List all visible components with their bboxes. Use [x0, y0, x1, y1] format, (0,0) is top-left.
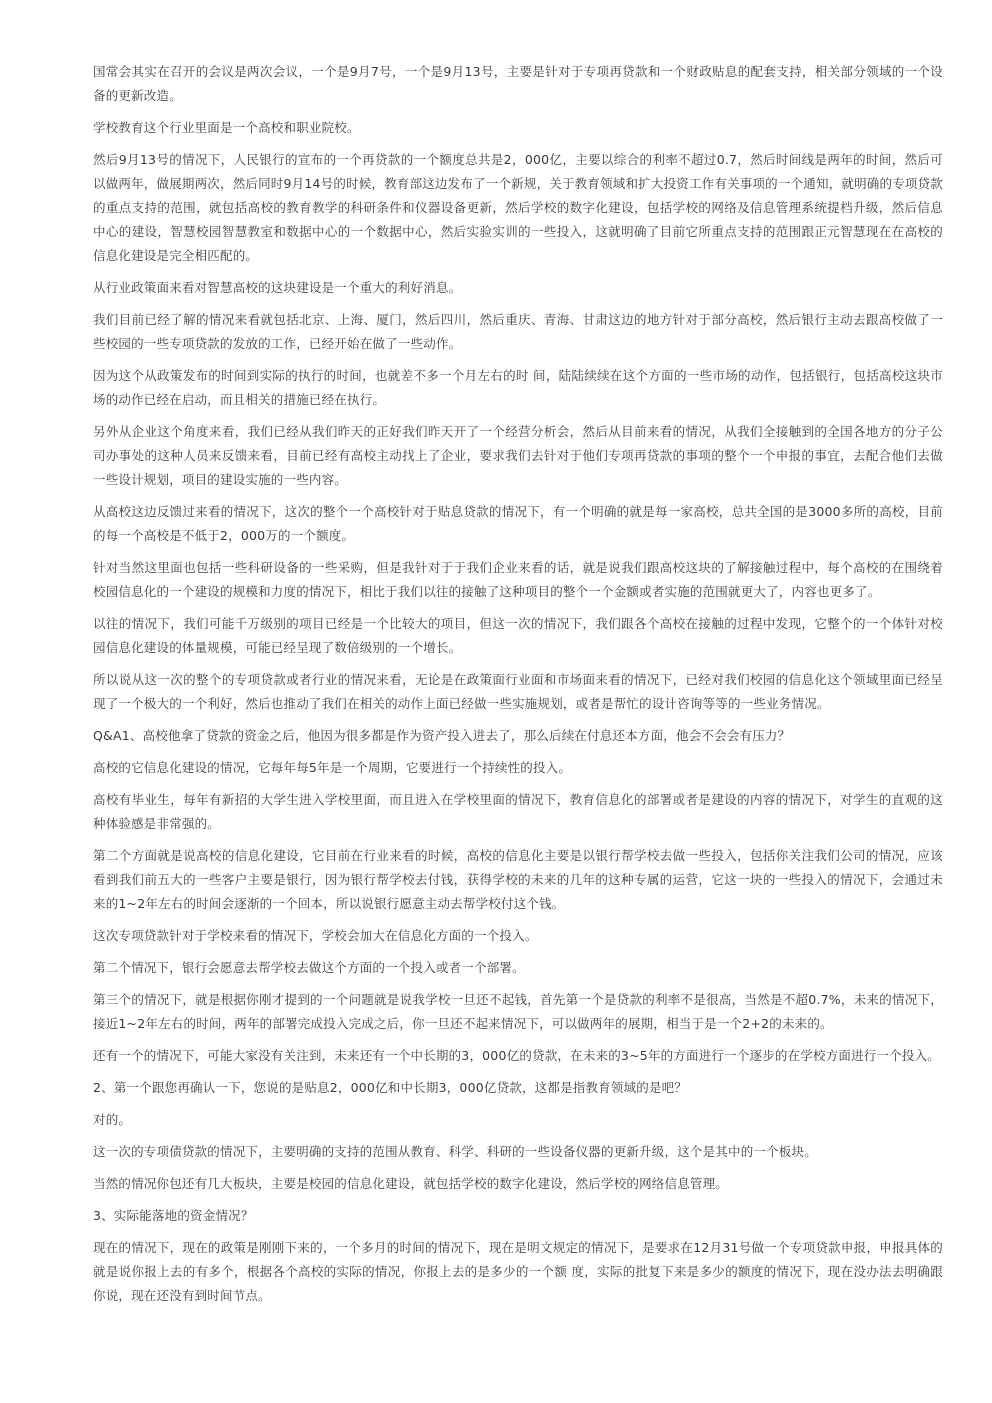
- paragraph: 针对当然这里面也包括一些科研设备的一些采购，但是我针对于于我们企业来看的话，就是说我们跟高校这块的了解接触过程中，每个高校的在围绕着校园信息化的一个建设的规模和力度的情况下，相比于我们以往的接触了这种项目的整个一个金额或者实施的范围就更大了，内容也更多了。: [93, 560, 943, 599]
- paragraph: 因为这个从政策发布的时间到实际的执行的时间，也就差不多一个月左右的时 间，陆陆续续在这个方面的一些市场的动作，包括银行，包括高校这块市场的动作已经在启动，而且相关的措施已经在执行。: [93, 368, 943, 407]
- paragraph: 所以说从这一次的整个的专项贷款或者行业的情况来看，无论是在政策面行业面和市场面来看的情况下，已经对我们校园的信息化这个领域里面已经呈现了一个极大的一个利好，然后也推动了我们在相关的动作上面已经做一些实施规划，或者是帮忙的设计咨询等等的一些业务情况。: [93, 672, 943, 711]
- paragraph: 学校教育这个行业里面是一个高校和职业院校。: [93, 120, 360, 135]
- paragraph: 现在的情况下，现在的政策是刚刚下来的，一个多月的时间的情况下，现在是明文规定的情况下，是要求在12月31号做一个专项贷款申报，申报具体的就是说你报上去的有多个，根据各个高校的实际的情况，你报上去的是多少的一个额 度，实际的批复下来是多少的额度的情况下，现在没办法去明确跟你说，现在还没有到时间节点。: [93, 1240, 943, 1303]
- paragraph: 这次专项贷款针对于学校来看的情况下，学校会加大在信息化方面的一个投入。: [93, 928, 538, 943]
- paragraph: 还有一个的情况下，可能大家没有关注到，未来还有一个中长期的3，000亿的贷款，在未来的3~5年的方面进行一个逐步的在学校方面进行一个投入。: [93, 1048, 940, 1063]
- paragraph: 从行业政策面来看对智慧高校的这块建设是一个重大的利好消息。: [93, 280, 462, 295]
- paragraph: 这一次的专项债贷款的情况下，主要明确的支持的范围从教育、科学、科研的一些设备仪器的更新升级，这个是其中的一个板块。: [93, 1144, 817, 1159]
- paragraph: 另外从企业这个角度来看，我们已经从我们昨天的正好我们昨天开了一个经营分析会，然后从目前来看的情况，从我们全接触到的全国各地方的分子公司办事处的这种人员来反馈来看，目前已经有高校主动找上了企业，要求我们去针对于他们专项再贷款的事项的整个一个申报的事宜，去配合他们去做一些设计规划，项目的建设实施的一些内容。: [93, 424, 943, 487]
- paragraph: 然后9月13号的情况下，人民银行的宣布的一个再贷款的一个额度总共是2，000亿，主要以综合的利率不超过0.7，然后时间线是两年的时间，然后可以做两年，做展期两次，然后同时9月14号的时候，教育部这边发布了一个新规，关于教育领域和扩大投资工作有关事项的一个通知，就明确的专项贷款的重点支持的范围，就包括高校的教育教学的科研条件和仪器设备更新，然后学校的数字化建设，包括学校的网络及信息管理系统提档升级，然后信息中心的建设，智慧校园智慧教室和数据中心的一个数据中心，然后实验实训的一些投入，这就明确了目前它所重点支持的范围跟正元智慧现在在高校的信息化建设是完全相匹配的。: [93, 152, 943, 263]
- document-body: [93, 60, 943, 1316]
- question-heading: 3、实际能落地的资金情况？: [93, 1208, 254, 1223]
- paragraph: 从高校这边反馈过来看的情况下，这次的整个一个高校针对于贴息贷款的情况下，有一个明确的就是每一家高校，总共全国的是3000多所的高校，目前的每一个高校是不低于2，000万的一个额度。: [93, 504, 943, 543]
- question-heading: Q&A1、高校他拿了贷款的资金之后，他因为很多都是作为资产投入进去了，那么后续在付息还本方面，他会不会会有压力？: [93, 728, 791, 743]
- paragraph: 国常会其实在召开的会议是两次会议，一个是9月7号，一个是9月13号，主要是针对于专项再贷款和一个财政贴息的配套支持，相关部分领域的一个设备的更新改造。: [93, 64, 943, 103]
- paragraph: 我们目前已经了解的情况来看就包括北京、上海、厦门，然后四川，然后重庆、青海、甘肃这边的地方针对于部分高校，然后银行主动去跟高校做了一些校园的一些专项贷款的发放的工作，已经开始在做了一些动作。: [93, 312, 943, 351]
- paragraph: 高校有毕业生，每年有新招的大学生进入学校里面，而且进入在学校里面的情况下，教育信息化的部署或者是建设的内容的情况下，对学生的直观的这种体验感是非常强的。: [93, 792, 943, 831]
- paragraph: 对的。: [93, 1112, 132, 1127]
- paragraph: 高校的它信息化建设的情况，它每年每5年是一个周期，它要进行一个持续性的投入。: [93, 760, 572, 775]
- question-heading: 2、第一个跟您再确认一下，您说的是贴息2，000亿和中长期3，000亿贷款，这都是指教育领域的是吧？: [93, 1080, 688, 1095]
- paragraph: 第二个方面就是说高校的信息化建设，它目前在行业来看的时候，高校的信息化主要是以银行帮学校去做一些投入，包括你关注我们公司的情况，应该看到我们前五大的一些客户主要是银行，因为银行帮学校去付钱，获得学校的未来的几年的这种专属的运营，它这一块的一些投入的情况下，会通过未来的1~2年左右的时间会逐渐的一个回本，所以说银行愿意主动去帮学校付这个钱。: [93, 848, 943, 911]
- paragraph: 以往的情况下，我们可能千万级别的项目已经是一个比较大的项目，但这一次的情况下，我们跟各个高校在接触的过程中发现，它整个的一个体针对校园信息化建设的体量规模，可能已经呈现了数倍级别的一个增长。: [93, 616, 943, 655]
- paragraph: 当然的情况你包还有几大板块，主要是校园的信息化建设，就包括学校的数字化建设，然后学校的网络信息管理。: [93, 1176, 729, 1191]
- paragraph: 第三个的情况下，就是根据你刚才提到的一个问题就是说我学校一旦还不起钱，首先第一个是贷款的利率不是很高，当然是不超0.7%，未来的情况下，接近1~2年左右的时间，两年的部署完成投入完成之后，你一旦还不起来情况下，可以做两年的展期，相当于是一个2+2的未来的。: [93, 992, 943, 1031]
- paragraph: 第二个情况下，银行会愿意去帮学校去做这个方面的一个投入或者一个部署。: [93, 960, 525, 975]
